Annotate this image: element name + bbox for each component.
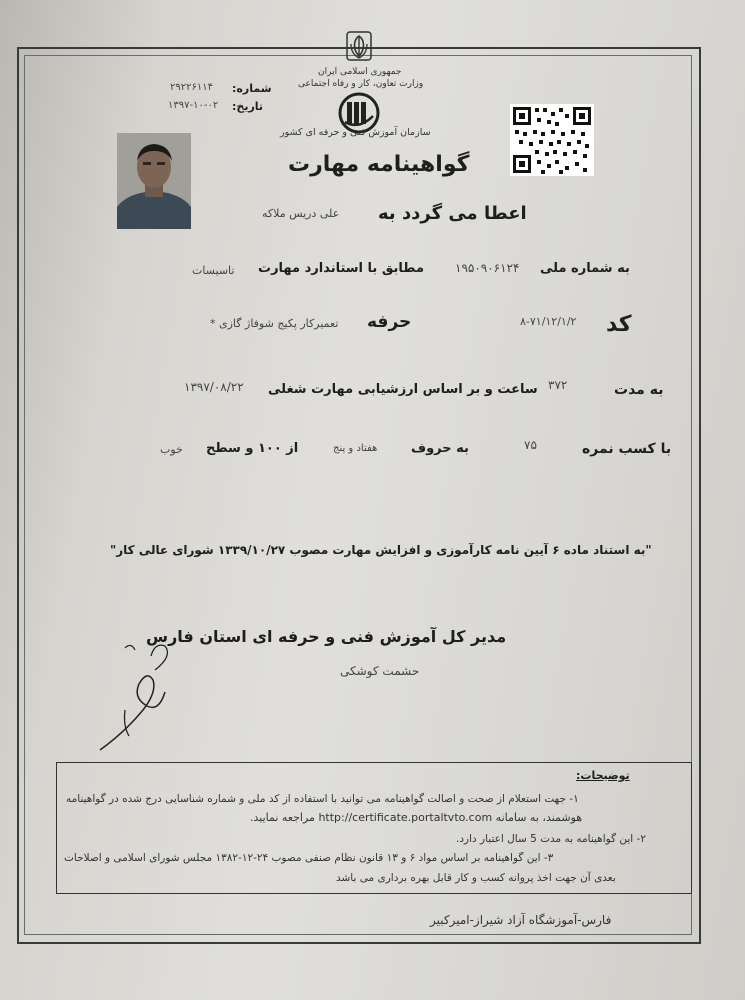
trade-value: تعمیرکار پکیج شوفاژ گازی * <box>210 317 339 330</box>
ministry-name: وزارت تعاون، کار و رفاه اجتماعی <box>298 79 424 89</box>
trade-label: حرفه <box>367 312 412 332</box>
code-value: ۸-۷۱/۱۲/۱/۲ <box>520 315 577 328</box>
date-value: ۱۳۹۷-۱۰-۰۲ <box>168 100 219 111</box>
note-line-3a: ۳- این گواهینامه بر اساس مواد ۶ و ۱۳ قانون نظام صنفی مصوب ۲۴-۱۲-۱۳۸۲ مجلس شورای اسلامی و اصلاحات <box>64 852 554 864</box>
signature-image <box>95 640 185 760</box>
iran-emblem-icon <box>339 30 379 64</box>
assessment-date: ۱۳۹۷/۰۸/۲۲ <box>184 380 244 394</box>
level-value: خوب <box>160 443 183 456</box>
score-words-label: به حروف <box>411 441 469 456</box>
score-label: با کسب نمره <box>582 441 672 457</box>
signatory-name: حشمت کوشکی <box>340 664 420 678</box>
country-name: جمهوری اسلامی ایران <box>318 67 402 77</box>
awarded-label: اعطا می گردد به <box>378 203 527 224</box>
note-line-1b: هوشمند، به سامانه http://certificate.portaltvto.com مراجعه نمایید. <box>250 811 583 824</box>
legal-basis: "به استناد ماده ۶ آیین نامه کارآموزی و افزایش مهارت مصوب ۱۳۳۹/۱۰/۲۷ شورای عالی کار" <box>110 543 652 557</box>
score-words: هفتاد و پنج <box>333 443 378 454</box>
note-line-3b: بعدی آن جهت اخذ پروانه کسب و کار قابل بهره برداری می باشد <box>336 872 616 884</box>
certificate-title: گواهینامه مهارت <box>288 152 470 177</box>
notes-heading: توضیحات: <box>576 769 630 782</box>
awarded-name: علی دریس ملاکه <box>262 207 340 220</box>
duration-value: ۳۷۲ <box>548 378 568 392</box>
issuing-center: فارس-آموزشگاه آزاد شیراز-امیرکبیر <box>430 913 612 927</box>
standard-label: مطابق با استاندارد مهارت <box>258 261 425 276</box>
duration-text: ساعت و بر اساس ارزشیابی مهارت شغلی <box>268 382 538 397</box>
number-label: شماره: <box>232 82 272 95</box>
standard-value: تاسیسات <box>192 264 235 277</box>
score-value: ۷۵ <box>524 438 537 452</box>
national-id-value: ۱۹۵۰۹۰۶۱۲۴ <box>455 261 520 275</box>
qr-code <box>510 104 594 176</box>
signatory-title: مدیر کل آموزش فنی و حرفه ای استان فارس <box>146 627 507 646</box>
organization-name: سازمان آموزش فنی و حرفه ای کشور <box>280 127 431 138</box>
national-id-label: به شماره ملی <box>540 261 630 276</box>
duration-label: به مدت <box>614 382 664 398</box>
code-label: کد <box>606 312 632 337</box>
number-value: ۲۹۲۲۶۱۱۴ <box>170 82 213 93</box>
holder-photo <box>117 133 191 229</box>
portrait-image <box>117 133 191 229</box>
note-line-2: ۲- این گواهینامه به مدت 5 سال اعتبار دارد. <box>456 833 646 845</box>
note-line-1a: ۱- جهت استعلام از صحت و اصالت گواهینامه می توانید با استفاده از کد ملی و شماره شناسایی درج شده در گواهینامه <box>66 793 579 805</box>
out-of-label: از ۱۰۰ و سطح <box>206 441 299 456</box>
date-label: تاریخ: <box>232 100 264 113</box>
